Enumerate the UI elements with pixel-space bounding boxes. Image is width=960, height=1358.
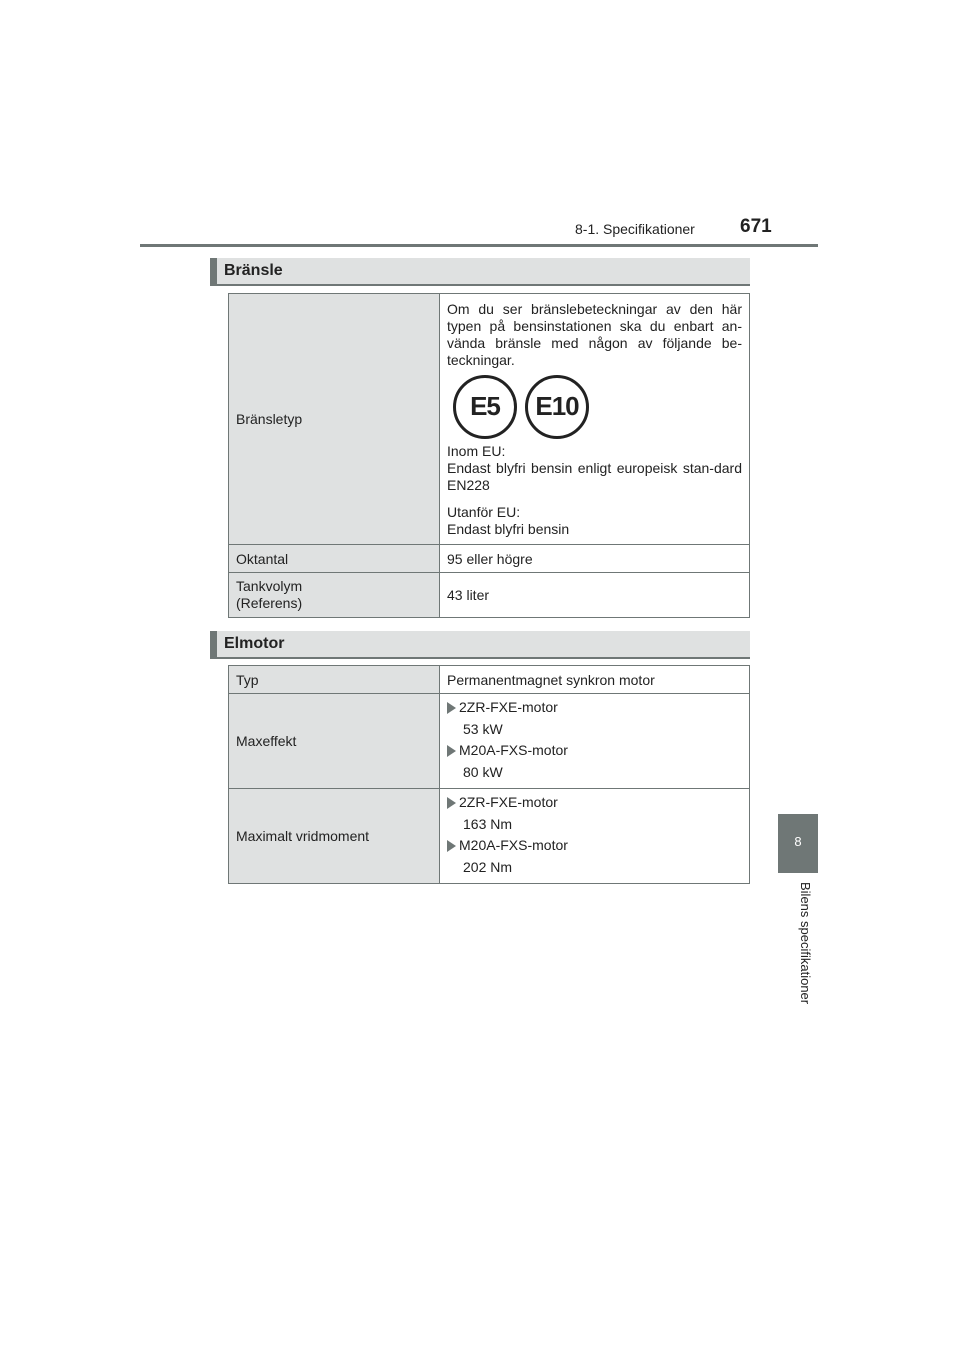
fuel-table (228, 293, 750, 618)
bullet-arrow-icon (447, 840, 456, 852)
table-row (229, 545, 750, 573)
heading-bar (210, 258, 217, 286)
bullet-arrow-icon (447, 797, 456, 809)
list-item (447, 699, 742, 716)
max-torque-label: Maximalt vridmoment (229, 789, 440, 884)
in-eu-heading: Inom EU: (447, 442, 506, 459)
page-number: 671 (740, 216, 772, 237)
section-title: 8-1. Specifikationer (575, 221, 695, 237)
motor-section-title: Elmotor (224, 635, 285, 652)
torque-value: 163 Nm (463, 816, 513, 832)
motor-type-value: Permanentmagnet synkron motor (440, 666, 750, 694)
table-row (229, 573, 750, 618)
power-value: 53 kW (463, 721, 503, 737)
bullet-arrow-icon (447, 702, 456, 714)
tank-label-line2: (Referens) (236, 595, 303, 611)
power-value: 80 kW (463, 764, 503, 780)
fuel-type-value (440, 294, 750, 545)
table-row (229, 666, 750, 694)
fuel-type-intro: Om du ser bränslebeteckningar av den här typen på bensinstationen ska du enbart an-vända bränsle med någon av följande be-teckningar. (447, 300, 742, 368)
chapter-number: 8 (794, 834, 802, 849)
engine-name: M20A-FXS-motor (459, 742, 568, 758)
tank-value: 43 liter (440, 573, 750, 618)
bullet-arrow-icon (447, 745, 456, 757)
chapter-label: Bilens specifikationer (798, 882, 813, 1005)
fuel-symbols (453, 375, 742, 439)
outside-eu-heading: Utanför EU: (447, 503, 521, 520)
table-row (229, 694, 750, 789)
motor-table (228, 665, 750, 884)
max-torque-value (440, 789, 750, 884)
tank-label (229, 573, 440, 618)
list-item (447, 742, 742, 759)
engine-name: 2ZR-FXE-motor (459, 699, 558, 715)
engine-name: M20A-FXS-motor (459, 837, 568, 853)
torque-value: 202 Nm (463, 859, 513, 875)
engine-name: 2ZR-FXE-motor (459, 794, 558, 810)
octane-label: Oktantal (229, 545, 440, 573)
e5-fuel-symbol-icon: E5 (453, 375, 517, 439)
heading-bar (210, 631, 217, 659)
list-item (447, 837, 742, 854)
header-divider (140, 244, 818, 247)
in-eu-text: Endast blyfri bensin enligt europeisk stan-dard EN228 (447, 459, 742, 493)
max-power-value (440, 694, 750, 789)
max-power-label: Maxeffekt (229, 694, 440, 789)
list-item (447, 794, 742, 811)
octane-value: 95 eller högre (440, 545, 750, 573)
motor-type-label: Typ (229, 666, 440, 694)
fuel-section-title: Bränsle (224, 262, 283, 279)
motor-section-heading (210, 631, 750, 659)
e10-fuel-symbol-icon: E10 (525, 375, 589, 439)
outside-eu-text: Endast blyfri bensin (447, 520, 570, 537)
table-row (229, 294, 750, 545)
fuel-section-heading (210, 258, 750, 286)
chapter-tab[interactable] (778, 814, 818, 873)
fuel-type-label: Bränsletyp (229, 294, 440, 545)
tank-label-line1: Tankvolym (236, 578, 303, 594)
table-row (229, 789, 750, 884)
